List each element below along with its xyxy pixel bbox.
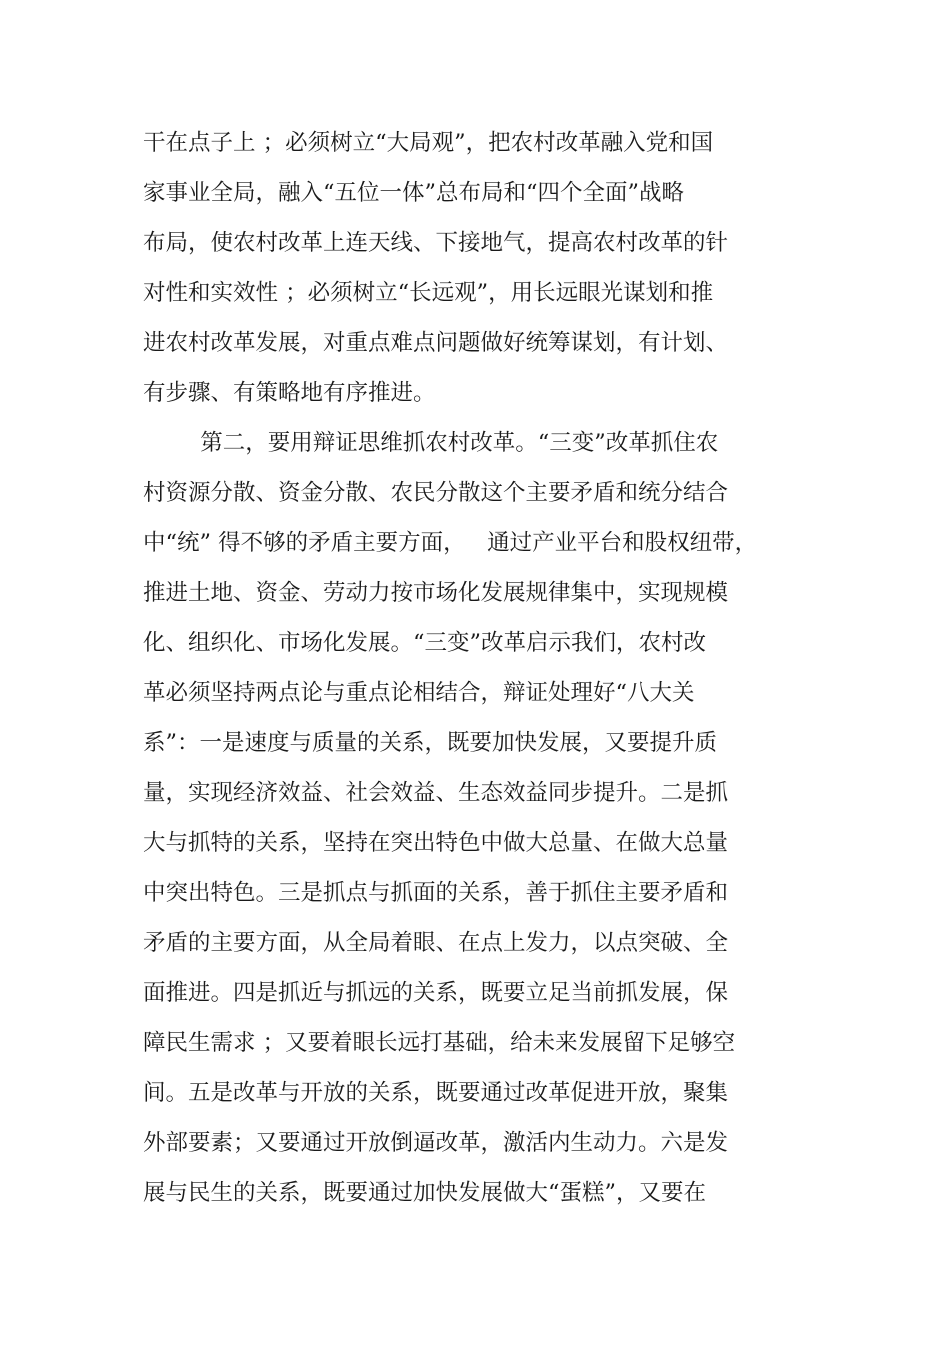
text-line: 革必须坚持两点论与重点论相结合，辩证处理好“八大关 — [143, 680, 695, 706]
text-line: 干在点子上 ；必须树立“大局观”，把农村改革融入党和国 — [143, 130, 714, 156]
text-line: 推进土地、资金、劳动力按市场化发展规律集中，实现规模 — [143, 580, 729, 606]
text-line: 展与民生的关系，既要通过加快发展做大“蛋糕”，又要在 — [143, 1180, 707, 1206]
text-line: 间。五是改革与开放的关系，既要通过改革促进开放，聚集 — [143, 1080, 729, 1106]
text-line: 矛盾的主要方面，从全局着眼、在点上发力，以点突破、全 — [143, 930, 729, 956]
text-line: 布局，使农村改革上连天线、下接地气，提高农村改革的针 — [143, 230, 729, 256]
text-line: 对性和实效性 ；必须树立“长远观”，用长远眼光谋划和推 — [143, 280, 714, 306]
text-line: 第二，要用辩证思维抓农村改革。“三变”改革抓住农 — [143, 430, 719, 456]
text-line: 大与抓特的关系，坚持在突出特色中做大总量、在做大总量 — [143, 830, 729, 856]
text-line: 村资源分散、资金分散、农民分散这个主要矛盾和统分结合 — [143, 480, 729, 506]
text-line: 外部要素；又要通过开放倒逼改革，激活内生动力。六是发 — [143, 1130, 729, 1156]
text-line: 量，实现经济效益、社会效益、生态效益同步提升。二是抓 — [143, 780, 729, 806]
text-line: 障民生需求 ；又要着眼长远打基础，给未来发展留下足够空 — [143, 1030, 736, 1056]
body-text — [143, 118, 783, 1218]
text-line: 进农村改革发展，对重点难点问题做好统筹谋划，有计划、 — [143, 330, 729, 356]
text-line: 中“统” 得不够的矛盾主要方面， 通过产业平台和股权纽带， — [143, 530, 758, 556]
text-line: 有步骤、有策略地有序推进。 — [143, 380, 436, 406]
text-line: 中突出特色。三是抓点与抓面的关系，善于抓住主要矛盾和 — [143, 880, 729, 906]
text-line: 面推进。四是抓近与抓远的关系，既要立足当前抓发展，保 — [143, 980, 729, 1006]
text-line: 化、组织化、市场化发展。“三变”改革启示我们，农村改 — [143, 630, 707, 656]
text-line: 家事业全局，融入“五位一体”总布局和“四个全面”战略 — [143, 180, 685, 206]
text-line: 系”：一是速度与质量的关系，既要加快发展，又要提升质 — [143, 730, 718, 756]
